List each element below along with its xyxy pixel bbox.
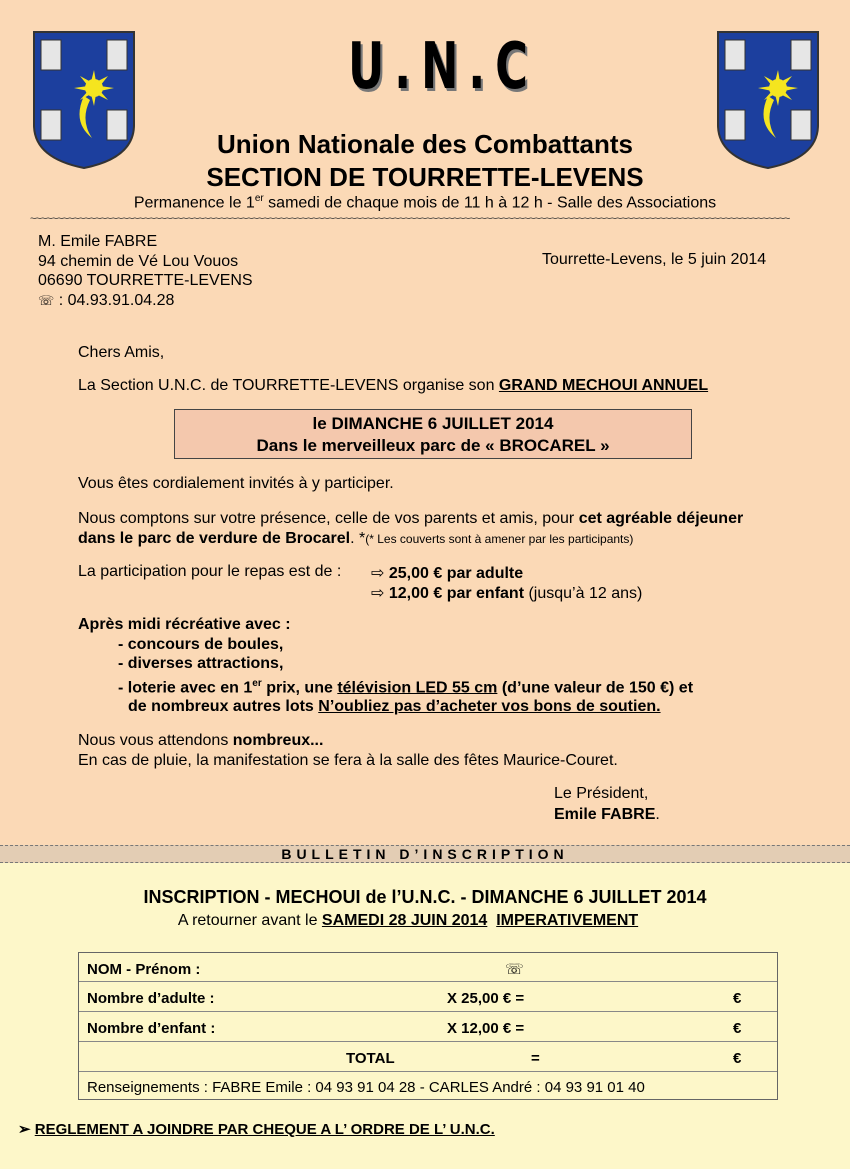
count-paragraph: Nous comptons sur votre présence, celle de vos parents et amis, pour cet agréable déjeuner dans le parc de verdure de Brocarel. *(* Les couverts sont à amener par les participants): [78, 510, 744, 547]
info-line: Renseignements : FABRE Emile : 04 93 91 04 28 - CARLES André : 04 93 91 01 40: [87, 1079, 645, 1096]
total-euro: €: [733, 1050, 742, 1067]
signature-title: Le Président,: [554, 785, 649, 802]
child-euro: €: [733, 1020, 742, 1037]
price-child: ⇨ 12,00 € par enfant (jusqu’à 12 ans): [371, 585, 643, 602]
closing-paragraph: Nous vous attendons nombreux... En cas de pluie, la manifestation se fera à la salle des fêtes Maurice-Couret.: [78, 732, 618, 769]
phone-icon: ☏: [505, 961, 524, 978]
afternoon-list: [78, 615, 818, 717]
arrow-right-icon: ➢: [18, 1121, 31, 1138]
sender-city: 06690 TOURRETTE-LEVENS: [38, 272, 253, 289]
afternoon-title: Après midi récréative avec :: [78, 616, 291, 633]
sender-phone: ☏ : 04.93.91.04.28: [38, 291, 175, 309]
invite-text: Vous êtes cordialement invités à y participer.: [78, 475, 394, 492]
arrow-right-icon: ⇨: [371, 585, 385, 602]
list-item: de nombreux autres lots N’oubliez pas d’acheter vos bons de soutien.: [128, 698, 661, 716]
org-title: Union Nationale des Combattants: [216, 129, 634, 159]
event-place: Dans le merveilleux parc de « BROCAREL »: [256, 436, 610, 455]
list-item: - concours de boules,: [118, 635, 284, 653]
adult-count-label[interactable]: Nombre d’adulte :: [87, 990, 215, 1007]
total-equals: =: [531, 1050, 540, 1067]
child-count-label[interactable]: Nombre d’enfant :: [87, 1020, 216, 1037]
event-date: le DIMANCHE 6 JUILLET 2014: [312, 414, 554, 433]
bulletin-bar: BULLETIN D’INSCRIPTION: [0, 845, 850, 863]
price-adult: ⇨ 25,00 € par adulte: [371, 565, 524, 582]
list-item: - loterie avec en 1er prix, une télévision LED 55 cm (d’une valeur de 150 €) et: [118, 677, 694, 696]
name-field-label[interactable]: NOM - Prénom :: [87, 961, 201, 978]
arrow-right-icon: ⇨: [371, 565, 385, 582]
list-item: - diverses attractions,: [118, 655, 284, 672]
total-label: TOTAL: [346, 1050, 395, 1067]
payment-note: ➢ REGLEMENT A JOINDRE PAR CHEQUE A L’ ORDRE DE L’ U.N.C.: [18, 1121, 495, 1138]
adult-price: X 25,00 € =: [447, 990, 525, 1007]
child-price: X 12,00 € =: [447, 1020, 525, 1037]
sender-address: [38, 232, 253, 310]
form-row-total: [79, 1042, 777, 1072]
intro: La Section U.N.C. de TOURRETTE-LEVENS organise son GRAND MECHOUI ANNUEL: [78, 377, 709, 394]
sender-name: M. Emile FABRE: [38, 233, 158, 250]
form-row-name: [79, 953, 777, 982]
form-heading: INSCRIPTION - MECHOUI de l’U.N.C. - DIMANCHE 6 JUILLET 2014: [143, 887, 707, 907]
price-label: La participation pour le repas est de :: [78, 563, 342, 580]
signature: Le Président, Emile FABRE.: [554, 785, 660, 823]
event-box: [174, 409, 692, 459]
signature-name: Emile FABRE: [554, 806, 656, 823]
divider: ~~~~~~~~~~~~~~~~~~~~~~~~~~~~~~~~~~~~~~~~~~~~~~~~~~~~~~~~~~~~~~~~~~~~~~~~~~~~~~~~~~~~~~~~~~~~~~~~~~~~~~~~~~~~~~~~~~~~~~~~~~~~~~~~~~~~~~~~~~~~: [30, 213, 790, 225]
return-line: A retourner avant le SAMEDI 28 JUIN 2014 IMPERATIVEMENT: [177, 912, 639, 929]
permanence-line: Permanence le 1er samedi de chaque mois de 11 h à 12 h - Salle des Associations: [133, 193, 717, 212]
adult-euro: €: [733, 990, 742, 1007]
date-line: Tourrette-Levens, le 5 juin 2014: [542, 251, 767, 268]
sender-street: 94 chemin de Vé Lou Vouos: [38, 252, 239, 270]
registration-form: [78, 952, 778, 1100]
form-row-info: [79, 1072, 777, 1100]
unc-logo: U.N.C: [348, 30, 538, 104]
section-title: SECTION DE TOURRETTE-LEVENS: [206, 162, 644, 192]
form-row-adult: [79, 982, 777, 1012]
greeting: Chers Amis,: [78, 344, 165, 361]
form-row-child: [79, 1012, 777, 1042]
phone-icon: ☏: [38, 292, 55, 308]
